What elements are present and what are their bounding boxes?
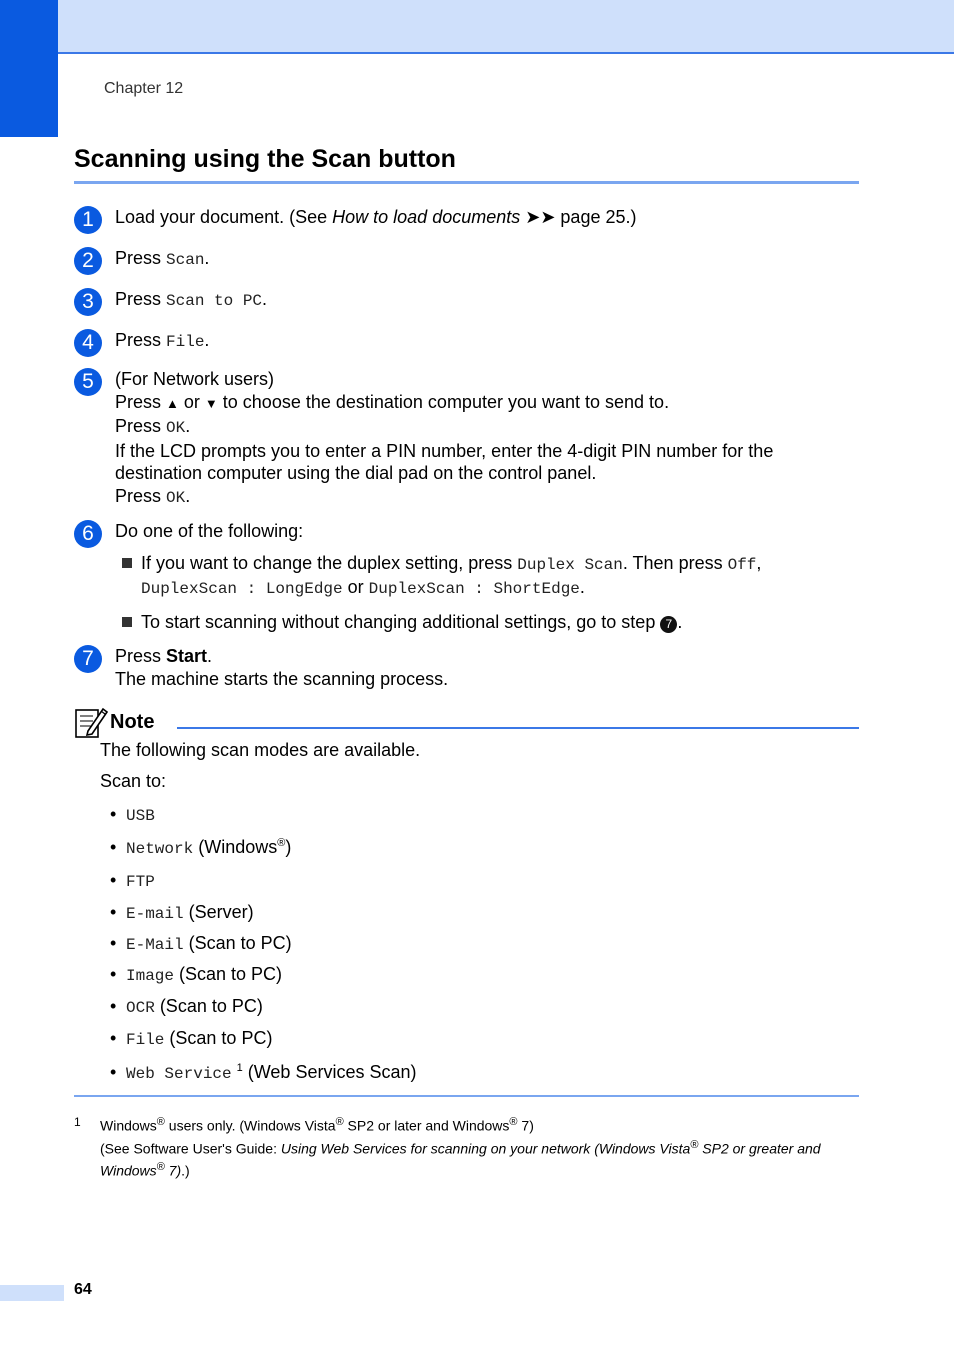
chapter-tab [0, 0, 58, 137]
note-scan-to: Scan to: [100, 771, 167, 791]
footnote-line: (See Software User's Guide: Using Web Services for scanning on your network (Windows Vista® SP2 or greater and [100, 1139, 821, 1157]
list-item: • USB [110, 804, 155, 825]
step-text: Load your document. (See How to load documents ➤➤ page 25.) [115, 207, 637, 227]
step-number: 7 [74, 645, 102, 673]
step-text: Press Scan to PC. [115, 289, 268, 310]
step-number: 6 [74, 520, 102, 548]
step-text: (For Network users) Press ▲ or ▼ to choose the destination computer you want to send to. Press OK. If the LCD prompts you to enter a PIN number, enter the 4-digit PIN number for the destination computer using the dial pad on the control panel. Press OK. [115, 369, 774, 507]
list-item: If you want to change the duplex setting, press Duplex Scan. Then press Off, DuplexScan : LongEdge or DuplexScan : ShortEdge. [115, 552, 855, 601]
list-item: • File (Scan to PC) [110, 1028, 273, 1049]
note-bottom-rule [74, 1095, 859, 1097]
step-reference: 7 [660, 616, 677, 633]
key-label: File [166, 333, 205, 351]
header-band [0, 0, 954, 54]
step-number: 1 [74, 206, 102, 234]
square-bullet-icon [122, 617, 132, 627]
key-label: Scan [166, 251, 205, 269]
list-item: To start scanning without changing additional settings, go to step 7 . [115, 611, 855, 634]
note-intro: The following scan modes are available. [100, 740, 421, 760]
button-label: Start [166, 646, 208, 666]
title-rule [74, 181, 859, 184]
step-number: 4 [74, 329, 102, 357]
step-number: 3 [74, 288, 102, 316]
key-label: Scan to PC [166, 292, 263, 310]
page-title: Scanning using the Scan button [74, 145, 456, 173]
step-text: Press File. [115, 330, 210, 351]
key-label: OK [166, 488, 186, 507]
list-item: • Network (Windows®) [110, 837, 292, 858]
list-item: • Web Service $^1$ (Web Services Scan) [110, 1062, 417, 1083]
step-number: 5 [74, 368, 102, 396]
note-title: Note [110, 711, 155, 733]
footnote-line: Windows® 7).) [100, 1161, 190, 1179]
list-item: • E-Mail (Scan to PC) [110, 933, 292, 954]
note-pencil-icon [74, 705, 108, 739]
page-number: 64 [74, 1281, 92, 1298]
list-item: • E-mail (Server) [110, 902, 254, 923]
list-item: • FTP [110, 870, 155, 891]
double-arrow-icon: ➤➤ [520, 207, 561, 227]
step-text: Press Scan. [115, 248, 210, 269]
link-text: How to load documents [332, 207, 521, 227]
note-rule [177, 727, 859, 729]
list-item: • OCR (Scan to PC) [110, 996, 263, 1017]
key-label: OK [166, 419, 186, 437]
page-tab [0, 1285, 64, 1301]
step-text: Press Start. The machine starts the scanning process. [115, 646, 449, 689]
step-number: 2 [74, 247, 102, 275]
down-arrow-icon: ▼ [204, 395, 218, 411]
footnote-mark: 1 [74, 1115, 81, 1129]
step-text: Do one of the following: If you want to change the duplex setting, press Duplex Scan. Then press Off, DuplexScan : LongEdge or DuplexScan : ShortEdge. To start scanning without changing additional settings, go to step 7 . [115, 520, 855, 633]
footnote-line: Windows® users only. (Windows Vista® SP2 or later and Windows® 7) [100, 1116, 534, 1134]
list-item: • Image (Scan to PC) [110, 964, 283, 985]
up-arrow-icon: ▲ [166, 395, 179, 411]
square-bullet-icon [122, 558, 132, 568]
chapter-label: Chapter 12 [104, 80, 184, 97]
